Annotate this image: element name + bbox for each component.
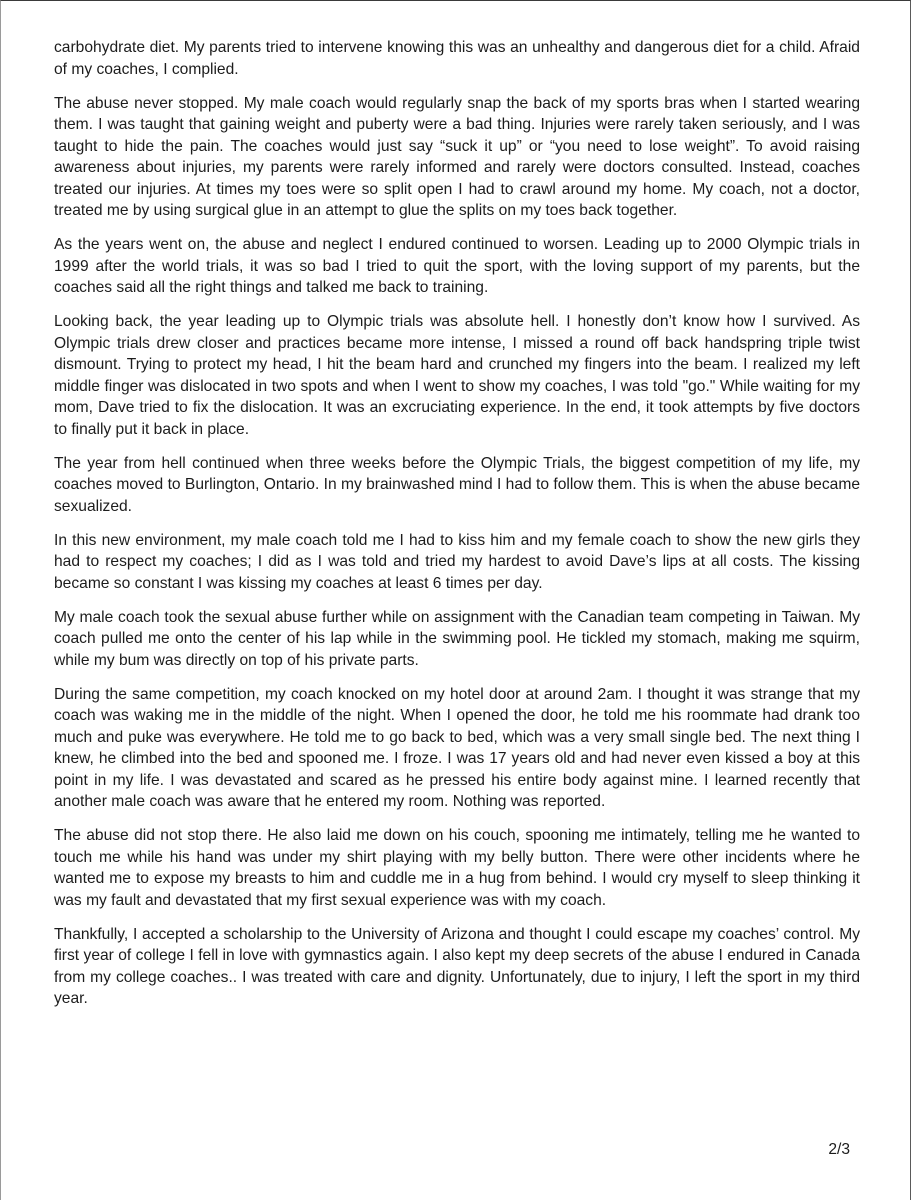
paragraph: During the same competition, my coach knocked on my hotel door at around 2am. I thought it was strange that my coach was waking me in the middle of the night. When I opened the door, he told me his roommate had drank too much and puke was everywhere. He told me to go back to bed, which was a very small single bed. The next thing I knew, he climbed into the bed and spooned me. I froze. I was 17 years old and had never even kissed a boy at this point in my life. I was devastated and scared as he pressed his entire body against mine. I learned recently that another male coach was aware that he entered my room. Nothing was reported. [54, 685, 860, 810]
paragraph: The year from hell continued when three weeks before the Olympic Trials, the biggest competition of my life, my coaches moved to Burlington, Ontario. In my brainwashed mind I had to follow them. This is when the abuse became sexualized. [54, 454, 860, 515]
paragraph: Looking back, the year leading up to Olympic trials was absolute hell. I honestly don’t know how I survived. As Olympic trials drew closer and practices became more intense, I missed a round off back handspring triple twist dismount. Trying to protect my head, I hit the beam hard and crunched my fingers into the beam. I realized my left middle finger was dislocated in two spots and when I went to show my coaches, I was told "go." While waiting for my mom, Dave tried to fix the dislocation. It was an excruciating experience. In the end, it took attempts by five doctors to finally put it back in place. [54, 313, 860, 438]
document-body [54, 37, 860, 1022]
page-number: 2/3 [828, 1141, 850, 1158]
paragraph: Thankfully, I accepted a scholarship to the University of Arizona and thought I could escape my coaches’ control. My first year of college I fell in love with gymnastics again. I also kept my deep secrets of the abuse I endured in Canada from my college coaches.. I was treated with care and dignity. Unfortunately, due to injury, I left the sport in my third year. [54, 925, 860, 1007]
paragraph: My male coach took the sexual abuse further while on assignment with the Canadian team competing in Taiwan. My coach pulled me onto the center of his lap while in the swimming pool. He tickled my stomach, making me squirm, while my bum was directly on top of his private parts. [54, 608, 860, 669]
paragraph: In this new environment, my male coach told me I had to kiss him and my female coach to show the new girls they had to respect my coaches; I did as I was told and tried my hardest to avoid Dave’s lips at all costs. The kissing became so constant I was kissing my coaches at least 6 times per day. [54, 531, 860, 592]
paragraph: As the years went on, the abuse and neglect I endured continued to worsen. Leading up to 2000 Olympic trials in 1999 after the world trials, it was so bad I tried to quit the sport, with the loving support of my parents, but the coaches said all the right things and talked me back to training. [54, 236, 860, 296]
paragraph: The abuse never stopped. My male coach would regularly snap the back of my sports bras when I started wearing them. I was taught that gaining weight and puberty were a bad thing. Injuries were rarely taken seriously, and I was taught to hide the pain. The coaches would just say “suck it up” or “you need to lose weight”. To avoid raising awareness about injuries, my parents were rarely informed and rarely were doctors consulted. Instead, coaches treated our injuries. At times my toes were so split open I had to crawl around my home. My coach, not a doctor, treated me by using surgical glue in an attempt to glue the splits on my toes back together. [54, 94, 860, 219]
paragraph: carbohydrate diet. My parents tried to intervene knowing this was an unhealthy and dangerous diet for a child. Afraid of my coaches, I complied. [54, 39, 860, 78]
paragraph: The abuse did not stop there. He also laid me down on his couch, spooning me intimately, telling me he wanted to touch me while his hand was under my shirt playing with my belly button. There were other incidents where he wanted me to expose my breasts to him and cuddle me in a hug from behind. I would cry myself to sleep thinking it was my fault and devastated that my first sexual experience was with my coach. [54, 827, 860, 909]
